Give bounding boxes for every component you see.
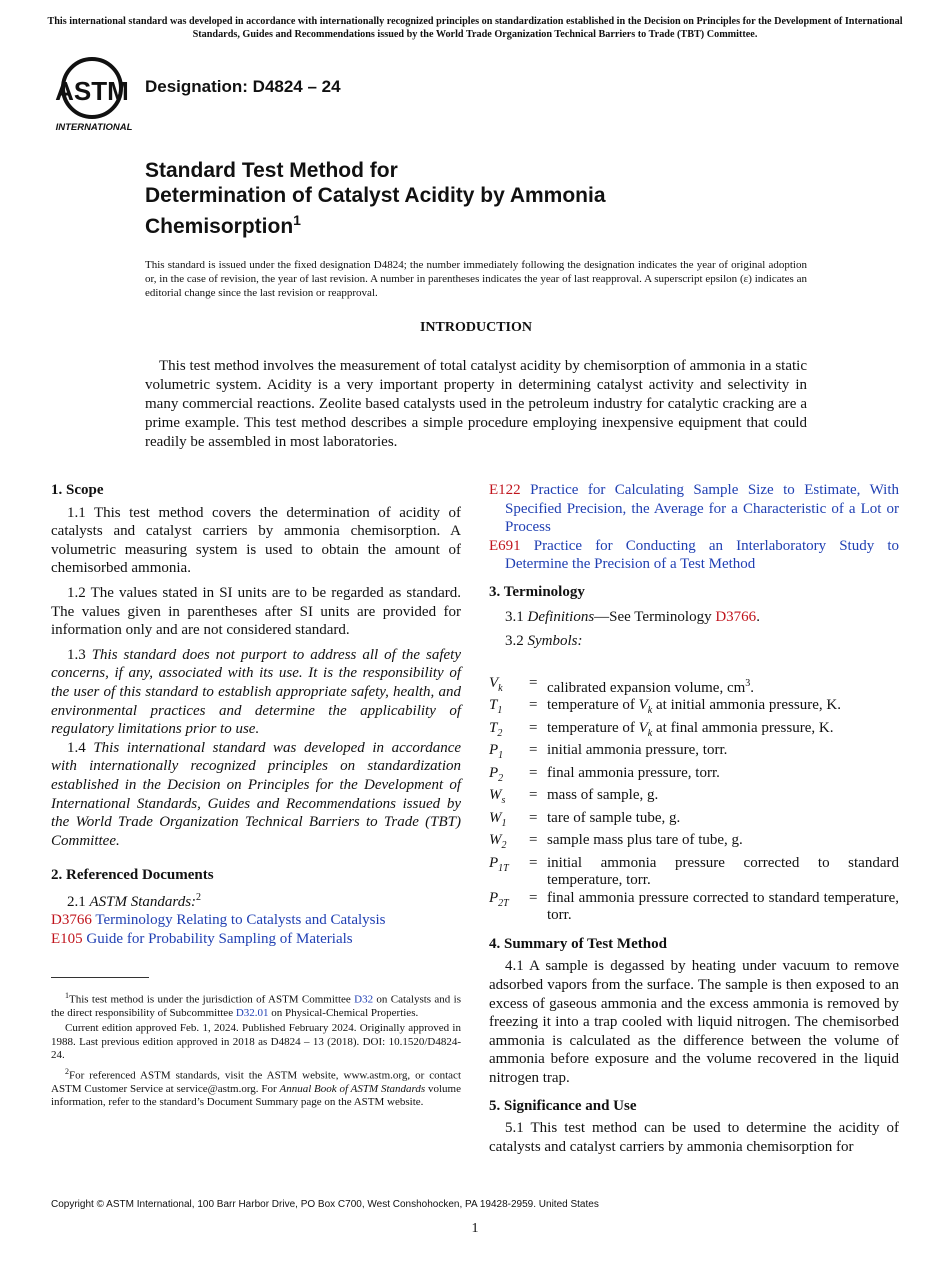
equals: = [529, 674, 538, 691]
symbol-row [489, 832, 899, 855]
reference-list-left [51, 911, 461, 948]
ref-sub-num: 2.1 [67, 893, 86, 910]
terminology-3-1 [489, 608, 899, 627]
scope-1-1: 1.1 This test method covers the determination of acidity of catalysts and catalyst carriers by ammonia chemisorption. A volumetric measuring system is used to obtain the amount of chemisorbed ammonia. [51, 504, 461, 577]
astm-standards-label [51, 889, 461, 912]
symbol-desc-var: V [638, 719, 648, 736]
symbol: W [489, 787, 502, 804]
subcommittee-d32-01-link[interactable]: D32.01 [235, 1007, 269, 1020]
significance-5-1: 5.1 This test method can be used to determine the acidity of catalysts and catalyst carriers by ammonia chemisorption for [489, 1120, 899, 1155]
symbol-desc-end: at final ammonia pressure, K. [652, 719, 834, 736]
term-sym-num: 3.2 [505, 633, 524, 650]
symbol-row [489, 890, 899, 925]
reference-title[interactable]: Guide for Probability Sampling of Materials [86, 931, 353, 948]
symbol-sub: 2 [501, 840, 507, 852]
reference-code[interactable]: E105 [51, 931, 83, 948]
reference-title[interactable]: Practice for Calculating Sample Size to Estimate, With Specified Precision, the Average for a Characteristic of a Lot or Process [505, 482, 899, 536]
symbol-row [489, 855, 899, 890]
symbol-row [489, 720, 899, 743]
term-def-ref-link[interactable]: D3766 [715, 608, 757, 625]
symbol-desc: temperature of [547, 719, 639, 736]
ref-sub-sup: 2 [196, 891, 202, 903]
term-def-end: . [756, 608, 760, 625]
symbol-desc-end: . [750, 679, 755, 696]
symbol-row [489, 742, 899, 765]
scope-1-3-text: This standard does not purport to address all of the safety concerns, if any, associated with its use. It is the responsibility of the user of this standard to establish appropriate safety, health, and environmental practices and determine the applicability of regulatory limitations prior to use. [51, 646, 462, 738]
summary-heading: 4. Summary of Test Method [489, 935, 667, 952]
symbol-desc-var: V [638, 697, 648, 714]
symbol-desc: mass of sample, g. [547, 787, 659, 804]
copyright: Copyright © ASTM International, 100 Barr Harbor Drive, PO Box C700, West Conshohocken, PA 19428-2959. United States [51, 1199, 599, 1210]
symbol: P [489, 854, 499, 871]
left-column [51, 481, 461, 949]
symbol-sub: 1 [501, 817, 507, 829]
symbol-desc: sample mass plus tare of tube, g. [547, 832, 743, 849]
symbol: W [489, 809, 502, 826]
equals: = [529, 719, 538, 736]
title-footnote-mark: 1 [293, 212, 301, 228]
scope-1-4 [51, 739, 461, 851]
terminology-heading: 3. Terminology [489, 583, 585, 600]
committee-d32-link[interactable]: D32 [354, 993, 374, 1006]
summary-4-1: 4.1 A sample is degassed by heating under vacuum to remove adsorbed vapors from the surface. The sample is then exposed to an excess of gaseous ammonia and the excess ammonia is removed by freezing it into a trap cooled with liquid nitrogen. The chemisorbed ammonia is calculated as the difference between the volume of ammonia before exposure and the volume recovered in the liquid nitrogen trap. [489, 958, 899, 1086]
referenced-heading: 2. Referenced Documents [51, 867, 214, 884]
scope-1-4-text: This international standard was developed in accordance with internationally recognized principles on standardization established in the Decision on Principles for the Development of International Standards, Guides and Recommendations issued by the World Trade Organization Technical Barriers to Trade (TBT) Committee. [51, 739, 462, 849]
symbol-sub: 1T [498, 862, 509, 874]
reference-item[interactable] [51, 911, 461, 930]
reference-item[interactable] [51, 930, 461, 949]
symbol-row [489, 765, 899, 788]
terminology-3-2 [489, 632, 899, 651]
symbol-desc-end: at initial ammonia pressure, K. [652, 697, 841, 714]
footnote-divider [51, 977, 149, 978]
footnote-1-mark: 1 [65, 991, 69, 1000]
symbol-row [489, 697, 899, 720]
footnote-2-italic: Annual Book of ASTM Standards [279, 1082, 426, 1095]
reference-code[interactable]: D3766 [51, 912, 92, 929]
footnote-2-text-a: For referenced ASTM standards, visit the ASTM website, www.astm.org, or contact ASTM Customer Service at service@astm.org. For [51, 1069, 461, 1095]
footnote-2-mark: 2 [65, 1066, 69, 1076]
symbol-sub: k [498, 682, 503, 694]
equals: = [529, 889, 538, 906]
issued-note: This standard is issued under the fixed designation D4824; the number immediately following the designation indicates the year of original adoption or, in the case of revision, the year of last revision. A number in parentheses indicates the year of last reapproval. A superscript epsilon (ε) indicates an editorial change since the last revision or reapproval. [145, 259, 807, 299]
equals: = [529, 787, 538, 804]
symbols-table [489, 675, 899, 925]
symbol-sub: 1 [497, 705, 503, 717]
header-notice: This international standard was developed in accordance with internationally recognized principles on standardization established in the Decision on Principles for the Development of International Standards, Guides and Recommendations issued by the World Trade Organization Technical Barriers to Trade (TBT) Committee. [47, 16, 903, 40]
term-sym-label: Symbols: [527, 633, 583, 650]
ref-sub-label: ASTM Standards: [89, 893, 197, 910]
significance-heading: 5. Significance and Use [489, 1097, 637, 1114]
symbol-sub: 2 [498, 772, 504, 784]
astm-logo-icon [52, 56, 136, 134]
symbol: W [489, 832, 502, 849]
symbol: T [489, 719, 498, 736]
reference-title[interactable]: Terminology Relating to Catalysts and Catalysis [95, 912, 386, 929]
symbol: P [489, 889, 499, 906]
symbol-desc: calibrated expansion volume, cm [547, 679, 746, 696]
term-def-label: Definitions [527, 608, 595, 625]
term-def-text: —See Terminology [594, 608, 712, 625]
page-number: 1 [471, 1221, 479, 1236]
edition-note: Current edition approved Feb. 1, 2024. Published February 2024. Originally approved in 1988. Last previous edition approved in 2018 as D4824 – 13 (2018). DOI: 10.1520/D4824-24. [51, 1022, 461, 1062]
symbol-sub: 2T [498, 897, 509, 909]
footnote-1-text-c: on Physical-Chemical Properties. [268, 1007, 419, 1020]
symbol-sub: 1 [498, 750, 504, 762]
symbol-desc-sup: 3 [745, 677, 751, 689]
title-line-1: Standard Test Method for [145, 159, 398, 182]
reference-list-right [489, 481, 899, 574]
equals: = [529, 854, 538, 871]
scope-1-3-num: 1.3 [67, 646, 86, 663]
scope-heading: 1. Scope [51, 482, 104, 498]
equals: = [529, 697, 538, 714]
equals: = [529, 809, 538, 826]
symbol-desc: tare of sample tube, g. [547, 809, 681, 826]
term-def-num: 3.1 [505, 608, 524, 625]
reference-code[interactable]: E122 [489, 482, 521, 498]
symbol-desc: final ammonia pressure corrected to standard temperature, torr. [547, 889, 899, 924]
scope-1-2: 1.2 The values stated in SI units are to be regarded as standard. The values given in parentheses after SI units are provided for information only and are not considered standard. [51, 584, 461, 639]
symbol: T [489, 697, 498, 714]
symbol-row [489, 787, 899, 810]
symbol-desc: final ammonia pressure, torr. [547, 764, 720, 781]
reference-item[interactable] [489, 537, 899, 574]
logo-letters: ASTM [55, 76, 129, 106]
astm-logo [52, 56, 136, 134]
symbol-desc: initial ammonia pressure, torr. [547, 742, 728, 759]
equals: = [529, 742, 538, 759]
symbol-desc-var-sub: k [647, 727, 653, 739]
symbol: P [489, 764, 499, 781]
symbol-sub: 2 [497, 727, 503, 739]
symbol: P [489, 742, 499, 759]
symbol-row [489, 810, 899, 833]
right-column [489, 481, 899, 1156]
footnotes [51, 989, 461, 1110]
reference-code[interactable]: E691 [489, 537, 521, 554]
footnote-1-text-a: This test method is under the jurisdiction of ASTM Committee [69, 993, 355, 1006]
symbol-row [489, 675, 899, 698]
introduction-text: This test method involves the measurement of total catalyst acidity by chemisorption of ammonia in a static volumetric system. Acidity is a very important property in determining catalyst activity and selectivity in many commercial reactions. Zeolite based catalysts used in the petroleum industry for catalytic cracking are a prime example. This test method describes a simple procedure employing inexpensive equipment that could readily be assembled in most laboratories. [145, 358, 807, 450]
symbol-sub: s [501, 795, 506, 807]
introduction-heading: INTRODUCTION [419, 320, 532, 335]
equals: = [529, 832, 538, 849]
footnote-2-text-b: volume information, refer to the standard’s Document Summary page on the ASTM website. [51, 1082, 461, 1109]
symbol: V [489, 674, 499, 691]
designation: Designation: D4824 – 24 [145, 77, 341, 96]
footnote-1 [51, 989, 461, 1020]
equals: = [529, 764, 538, 781]
symbol-desc: initial ammonia pressure corrected to standard temperature, torr. [547, 854, 899, 889]
title-line-3: Chemisorption [145, 215, 294, 238]
document-title [145, 158, 606, 239]
scope-1-4-num: 1.4 [67, 739, 86, 756]
title-line-2: Determination of Catalyst Acidity by Ammonia [145, 184, 606, 207]
logo-caption: INTERNATIONAL [55, 122, 133, 133]
symbol-desc: temperature of [547, 697, 639, 714]
footnote-2 [51, 1065, 461, 1110]
scope-1-3 [51, 646, 461, 739]
symbol-desc-var-sub: k [647, 705, 653, 717]
footnote-1-text-b: on Catalysts and is the direct responsibility of Subcommittee [51, 993, 461, 1020]
reference-item[interactable] [489, 481, 899, 537]
reference-title[interactable]: Practice for Conducting an Interlaboratory Study to Determine the Precision of a Test Method [505, 537, 899, 573]
